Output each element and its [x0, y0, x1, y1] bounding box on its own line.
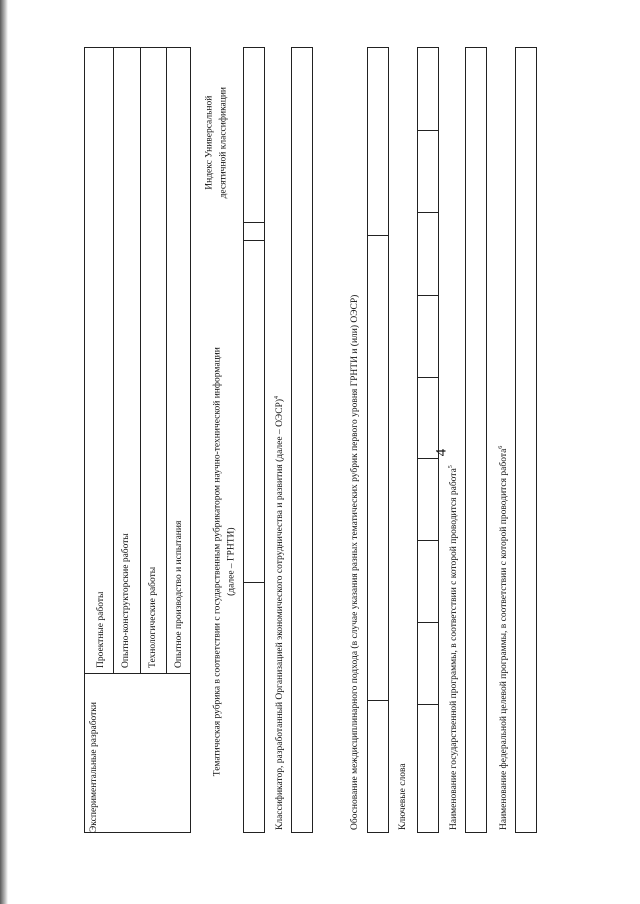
experimental-table: [84, 47, 191, 833]
experimental-row-line-2: [140, 47, 141, 673]
udk-caption-line1: Индекс Универсальной: [204, 95, 215, 190]
federal-program-field[interactable]: [515, 47, 537, 833]
experimental-row-line-1: [113, 47, 114, 673]
keywords-divider: [417, 212, 439, 213]
keywords-divider: [417, 377, 439, 378]
oecd-caption: Классификатор, разработанный Организацией экономического сотрудничества и развития (далее – ОЭСР)$^4$: [274, 396, 286, 830]
interdisciplinary-cells: [367, 47, 389, 833]
grnti-divider: [243, 222, 265, 223]
grnti-caption-line2: (далее – ГРНТИ): [226, 527, 237, 596]
interdisciplinary-divider: [367, 700, 389, 701]
keywords-divider: [417, 295, 439, 296]
grnti-caption-line1: Тематическая рубрика в соответствии с государственным рубрикатором научно-технической информации: [212, 347, 223, 777]
page-number: 4: [433, 448, 450, 457]
interdisciplinary-divider: [367, 235, 389, 236]
keywords-divider: [417, 458, 439, 459]
udk-caption-line2: десятичной классификации: [218, 86, 229, 199]
oecd-field[interactable]: [291, 47, 313, 833]
experimental-label: Экспериментальные разработки: [89, 701, 99, 832]
keywords-caption: Ключевые слова: [398, 763, 408, 830]
interdisciplinary-caption: Обоснование междисциплинарного подхода (в случае указания разных тематических рубрик первого уровня ГРНТИ и (или) ОЭСР): [350, 294, 360, 830]
experimental-item: Опытно-конструкторские работы: [121, 533, 131, 668]
grnti-divider: [243, 582, 265, 583]
grnti-cells: [243, 47, 265, 833]
experimental-item: Проектные работы: [96, 591, 106, 668]
experimental-item: Технологические работы: [148, 566, 158, 668]
grnti-divider: [243, 240, 265, 241]
keywords-divider: [417, 540, 439, 541]
state-program-field[interactable]: [465, 47, 487, 833]
keywords-cells: [417, 47, 439, 833]
state-program-caption: Наименование государственной программы, в соответствии с которой проводится работа$^5$: [448, 465, 460, 830]
keywords-divider: [417, 704, 439, 705]
experimental-item: Опытное производство и испытания: [174, 520, 184, 668]
keywords-divider: [417, 622, 439, 623]
scan-edge: [0, 0, 8, 904]
federal-program-caption: Наименование федеральной целевой программы, в соответствии с которой проводится работа$^6$: [498, 445, 510, 830]
experimental-split-line: [84, 673, 191, 675]
experimental-row-line-3: [166, 47, 167, 673]
keywords-divider: [417, 130, 439, 131]
